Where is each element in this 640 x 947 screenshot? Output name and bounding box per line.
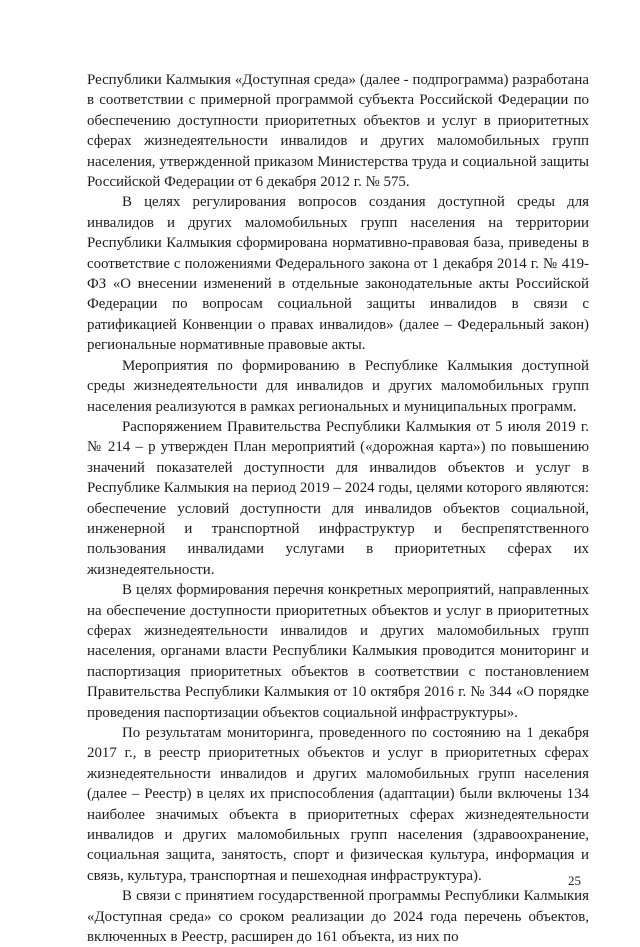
paragraph-4: Распоряжением Правительства Республики Калмыкия от 5 июля 2019 г. № 214 – р утвержден План мероприятий («дорожная карта») по повышению значений показателей доступности для инвалидов объектов и услуг в Республике Калмыкия на период 2019 – 2024 годы, целями которого являются: обеспечение условий доступности для инвалидов объектов социальной, инженерной и транспортной инфраструктур и беспрепятственного пользования инвалидами услугами в приоритетных сферах их жизнедеятельности. bbox=[87, 418, 589, 578]
document-body bbox=[87, 70, 589, 947]
paragraph-7: В связи с принятием государственной программы Республики Калмыкия «Доступная среда» со сроком реализации до 2024 года перечень объектов, включенных в Реестр, расширен до 161 объекта, из них по bbox=[87, 888, 589, 946]
page-number: 25 bbox=[568, 873, 581, 888]
paragraph-6: По результатам мониторинга, проведенного по состоянию на 1 декабря 2017 г., в реестр приоритетных объектов и услуг в приоритетных сферах жизнедеятельности инвалидов и других маломобильных групп населения (далее – Реестр) в целях их приспособления (адаптации) были включены 134 наиболее значимых объекта в приоритетных сферах жизнедеятельности инвалидов и других маломобильных групп населения (здравоохранение, социальная защита, занятость, спорт и физическая культура, информация и связь, культура, транспортная и пешеходная инфраструктура). bbox=[87, 725, 589, 884]
paragraph-1: Республики Калмыкия «Доступная среда» (далее - подпрограмма) разработана в соответствии с примерной программой субъекта Российской Федерации по обеспечению доступности приоритетных объектов и услуг в приоритетных сферах жизнедеятельности инвалидов и других маломобильных групп населения, утвержденной приказом Министерства труда и социальной защиты Российской Федерации от 6 декабря 2012 г. № 575. bbox=[87, 72, 589, 191]
paragraph-5: В целях формирования перечня конкретных мероприятий, направленных на обеспечение доступности приоритетных объектов и услуг в приоритетных сферах жизнедеятельности инвалидов и других маломобильных групп населения, органами власти Республики Калмыкия проводится мониторинг и паспортизация приоритетных объектов в соответствии с постановлением Правительства Республики Калмыкия от 10 октября 2016 г. № 344 «О порядке проведения паспортизации объектов социальной инфраструктуры». bbox=[87, 582, 589, 721]
paragraph-3: Мероприятия по формированию в Республике Калмыкия доступной среды жизнедеятельности для инвалидов и других маломобильных групп населения реализуются в рамках региональных и муниципальных программ. bbox=[87, 357, 589, 415]
paragraph-2: В целях регулирования вопросов создания доступной среды для инвалидов и других маломобильных групп населения на территории Республики Калмыкия сформирована нормативно-правовая база, приведены в соответствие с положениями Федерального закона от 1 декабря 2014 г. № 419-ФЗ «О внесении изменений в отдельные законодательные акты Российской Федерации по вопросам социальной защиты инвалидов в связи с ратификацией Конвенции о правах инвалидов» (далее – Федеральный закон) региональные нормативные правовые акты. bbox=[87, 194, 589, 354]
